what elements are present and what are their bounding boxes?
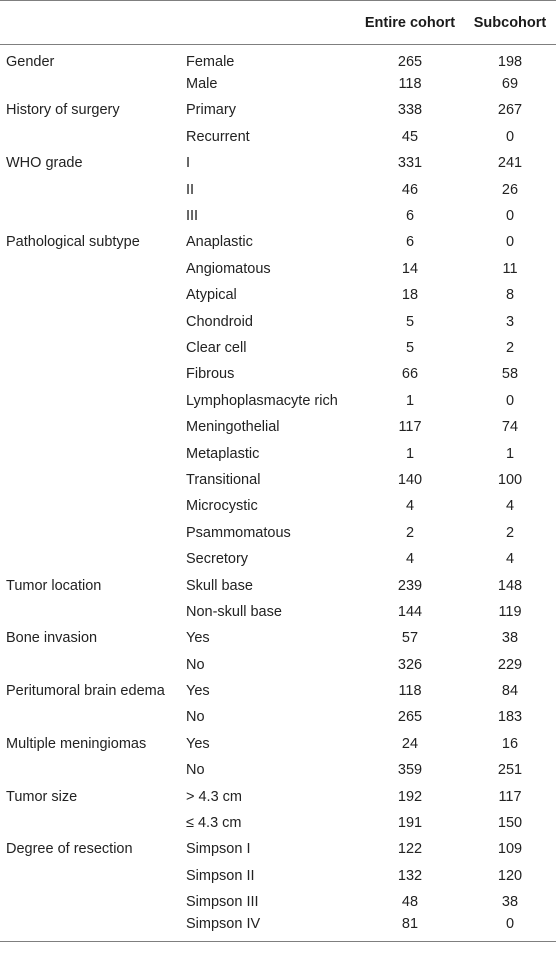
row-subcohort-value: 8	[505, 287, 515, 304]
table-row	[0, 678, 556, 704]
table-row	[0, 414, 556, 440]
row-category: Yes	[186, 735, 210, 752]
row-entire-cohort-value: 118	[398, 76, 422, 93]
row-entire-cohort-value: 1	[405, 392, 415, 409]
row-category: No	[186, 656, 205, 673]
row-characteristic	[0, 282, 184, 308]
row-category: II	[186, 181, 195, 198]
row-characteristic	[0, 467, 184, 493]
row-category: > 4.3 cm	[186, 788, 243, 805]
row-characteristic	[0, 863, 184, 889]
row-category: Metaplastic	[186, 445, 260, 462]
row-entire-cohort-value: 265	[397, 709, 423, 726]
row-subcohort-value: 119	[498, 603, 522, 620]
row-category: Clear cell	[186, 339, 247, 356]
table-row	[0, 493, 556, 519]
table-row	[0, 546, 556, 572]
row-category: Primary	[186, 102, 236, 119]
table-row	[0, 282, 556, 308]
row-entire-cohort-value: 132	[397, 867, 423, 884]
row-entire-cohort-value: 118	[398, 683, 422, 700]
row-category: Simpson IV	[184, 915, 356, 941]
table-row	[0, 810, 556, 836]
row-entire-cohort-value: 326	[397, 656, 423, 673]
row-characteristic: Multiple meningiomas	[6, 735, 147, 752]
row-characteristic	[0, 651, 184, 677]
row-category: Fibrous	[186, 366, 235, 383]
table-row	[0, 467, 556, 493]
row-characteristic	[0, 915, 184, 941]
row-subcohort-value: 0	[505, 208, 515, 225]
row-characteristic	[0, 414, 184, 440]
row-category: Secretory	[186, 551, 249, 568]
row-subcohort-value: 100	[497, 471, 523, 488]
row-category: Female	[186, 53, 235, 70]
table-row	[0, 651, 556, 677]
row-characteristic: Gender	[6, 53, 55, 70]
row-category: I	[186, 155, 191, 172]
row-entire-cohort-value: 140	[397, 471, 423, 488]
table-header	[0, 1, 556, 45]
row-subcohort-value: 38	[501, 894, 519, 911]
row-subcohort-value: 0	[505, 234, 515, 251]
table-row	[0, 520, 556, 546]
header-subcohort: Subcohort	[464, 1, 556, 45]
row-subcohort-value: 0	[505, 392, 515, 409]
row-category: Angiomatous	[186, 260, 271, 277]
row-entire-cohort-value: 6	[405, 208, 415, 225]
table-row	[0, 599, 556, 625]
row-entire-cohort-value: 5	[405, 313, 415, 330]
row-entire-cohort-value: 144	[397, 603, 423, 620]
table-body	[0, 45, 556, 942]
row-category: Microcystic	[186, 498, 258, 515]
row-subcohort-value: 16	[501, 735, 519, 752]
row-category: Chondroid	[186, 313, 253, 330]
row-category: Simpson III	[186, 894, 259, 911]
row-characteristic: Bone invasion	[6, 630, 98, 647]
row-category: No	[186, 762, 205, 779]
row-entire-cohort-value: 338	[397, 102, 423, 119]
header-entire-cohort: Entire cohort	[356, 1, 464, 45]
row-category: Simpson II	[186, 867, 255, 884]
row-entire-cohort-value: 24	[401, 735, 419, 752]
row-subcohort-value: 4	[505, 498, 515, 515]
row-entire-cohort-value: 14	[401, 260, 419, 277]
row-characteristic	[0, 256, 184, 282]
row-category: Recurrent	[186, 128, 250, 145]
row-subcohort-value: 58	[501, 366, 519, 383]
row-entire-cohort-value: 4	[405, 498, 415, 515]
row-subcohort-value: 84	[501, 683, 519, 700]
row-subcohort-value: 2	[505, 524, 515, 541]
row-subcohort-value: 120	[497, 867, 523, 884]
row-characteristic: Tumor location	[6, 577, 102, 594]
row-entire-cohort-value: 48	[401, 894, 419, 911]
row-category: ≤ 4.3 cm	[186, 815, 242, 832]
row-subcohort-value: 38	[501, 630, 519, 647]
row-subcohort-value: 241	[497, 155, 523, 172]
table-row	[0, 97, 556, 123]
row-entire-cohort-value: 1	[405, 445, 415, 462]
table-row	[0, 572, 556, 598]
row-category: Non-skull base	[186, 603, 282, 620]
header-category	[184, 1, 356, 45]
row-entire-cohort-value: 117	[398, 419, 422, 436]
table-row	[0, 176, 556, 202]
table-row	[0, 388, 556, 414]
row-category: Transitional	[186, 471, 261, 488]
row-characteristic: Pathological subtype	[6, 234, 140, 251]
row-category: Yes	[186, 683, 210, 700]
row-subcohort-value: 2	[505, 339, 515, 356]
row-characteristic	[0, 599, 184, 625]
row-entire-cohort-value: 5	[405, 339, 415, 356]
row-characteristic: Tumor size	[6, 788, 78, 805]
row-subcohort-value: 26	[501, 181, 519, 198]
row-entire-cohort-value: 122	[397, 841, 423, 858]
table-row	[0, 783, 556, 809]
row-category: Lymphoplasmacyte rich	[186, 392, 338, 409]
table-row	[0, 150, 556, 176]
row-subcohort-value: 74	[501, 419, 519, 436]
row-entire-cohort-value: 239	[397, 577, 423, 594]
row-category: No	[186, 709, 205, 726]
table-row	[0, 229, 556, 255]
table-row	[0, 45, 556, 71]
table-row	[0, 124, 556, 150]
row-entire-cohort-value: 331	[397, 155, 423, 172]
row-characteristic	[0, 361, 184, 387]
row-characteristic	[0, 388, 184, 414]
row-category: Yes	[186, 630, 210, 647]
row-subcohort-value: 251	[497, 762, 523, 779]
table-row	[0, 889, 556, 915]
row-characteristic: WHO grade	[6, 155, 83, 172]
row-subcohort-value: 109	[497, 841, 523, 858]
row-entire-cohort-value: 2	[405, 524, 415, 541]
row-category: Anaplastic	[186, 234, 253, 251]
table-row	[0, 335, 556, 361]
row-subcohort-value: 69	[501, 76, 519, 93]
row-characteristic: History of surgery	[6, 102, 120, 119]
row-characteristic	[0, 440, 184, 466]
row-subcohort-value: 148	[497, 577, 523, 594]
table-row	[0, 731, 556, 757]
row-category: Atypical	[186, 287, 237, 304]
row-characteristic	[0, 308, 184, 334]
row-category: Meningothelial	[186, 419, 280, 436]
table-row	[0, 203, 556, 229]
row-subcohort-value: 198	[497, 53, 523, 70]
header-characteristic	[0, 1, 184, 45]
row-subcohort-value: 267	[497, 102, 523, 119]
row-category: Psammomatous	[186, 524, 291, 541]
row-entire-cohort-value: 18	[401, 287, 419, 304]
row-characteristic	[0, 810, 184, 836]
table-row	[0, 704, 556, 730]
row-characteristic	[0, 546, 184, 572]
row-entire-cohort-value: 192	[397, 788, 423, 805]
row-entire-cohort-value: 6	[405, 234, 415, 251]
header-row	[0, 1, 556, 45]
row-entire-cohort-value: 4	[405, 551, 415, 568]
row-entire-cohort-value: 66	[401, 366, 419, 383]
row-category: Male	[186, 76, 218, 93]
row-entire-cohort-value: 265	[397, 53, 423, 70]
table-row	[0, 308, 556, 334]
row-characteristic	[0, 493, 184, 519]
row-characteristic	[0, 704, 184, 730]
row-subcohort-value: 3	[505, 313, 515, 330]
row-category: Simpson I	[186, 841, 251, 858]
row-subcohort-value: 0	[464, 915, 556, 941]
row-entire-cohort-value: 81	[356, 915, 464, 941]
row-entire-cohort-value: 359	[397, 762, 423, 779]
row-subcohort-value: 0	[505, 128, 515, 145]
table-row	[0, 836, 556, 862]
row-characteristic: Peritumoral brain edema	[6, 683, 165, 700]
row-category: Skull base	[186, 577, 253, 594]
row-category: III	[186, 208, 199, 225]
row-entire-cohort-value: 45	[401, 128, 419, 145]
table-row	[0, 256, 556, 282]
row-characteristic	[0, 335, 184, 361]
row-subcohort-value: 183	[497, 709, 523, 726]
row-entire-cohort-value: 191	[397, 815, 423, 832]
row-characteristic	[0, 124, 184, 150]
row-entire-cohort-value: 46	[401, 181, 419, 198]
row-subcohort-value: 229	[497, 656, 523, 673]
row-characteristic	[0, 203, 184, 229]
row-characteristic	[0, 71, 184, 97]
row-characteristic	[0, 176, 184, 202]
row-subcohort-value: 11	[502, 260, 518, 277]
table-row	[0, 361, 556, 387]
table-row	[0, 440, 556, 466]
row-characteristic	[0, 757, 184, 783]
table-row	[0, 71, 556, 97]
row-subcohort-value: 1	[505, 445, 515, 462]
row-characteristic: Degree of resection	[6, 841, 133, 858]
row-subcohort-value: 117	[498, 788, 522, 805]
row-subcohort-value: 4	[505, 551, 515, 568]
table-row	[0, 757, 556, 783]
table-row	[0, 915, 556, 941]
row-characteristic	[0, 520, 184, 546]
row-entire-cohort-value: 57	[401, 630, 419, 647]
table-row	[0, 863, 556, 889]
row-subcohort-value: 150	[497, 815, 523, 832]
table-row	[0, 625, 556, 651]
row-characteristic	[0, 889, 184, 915]
